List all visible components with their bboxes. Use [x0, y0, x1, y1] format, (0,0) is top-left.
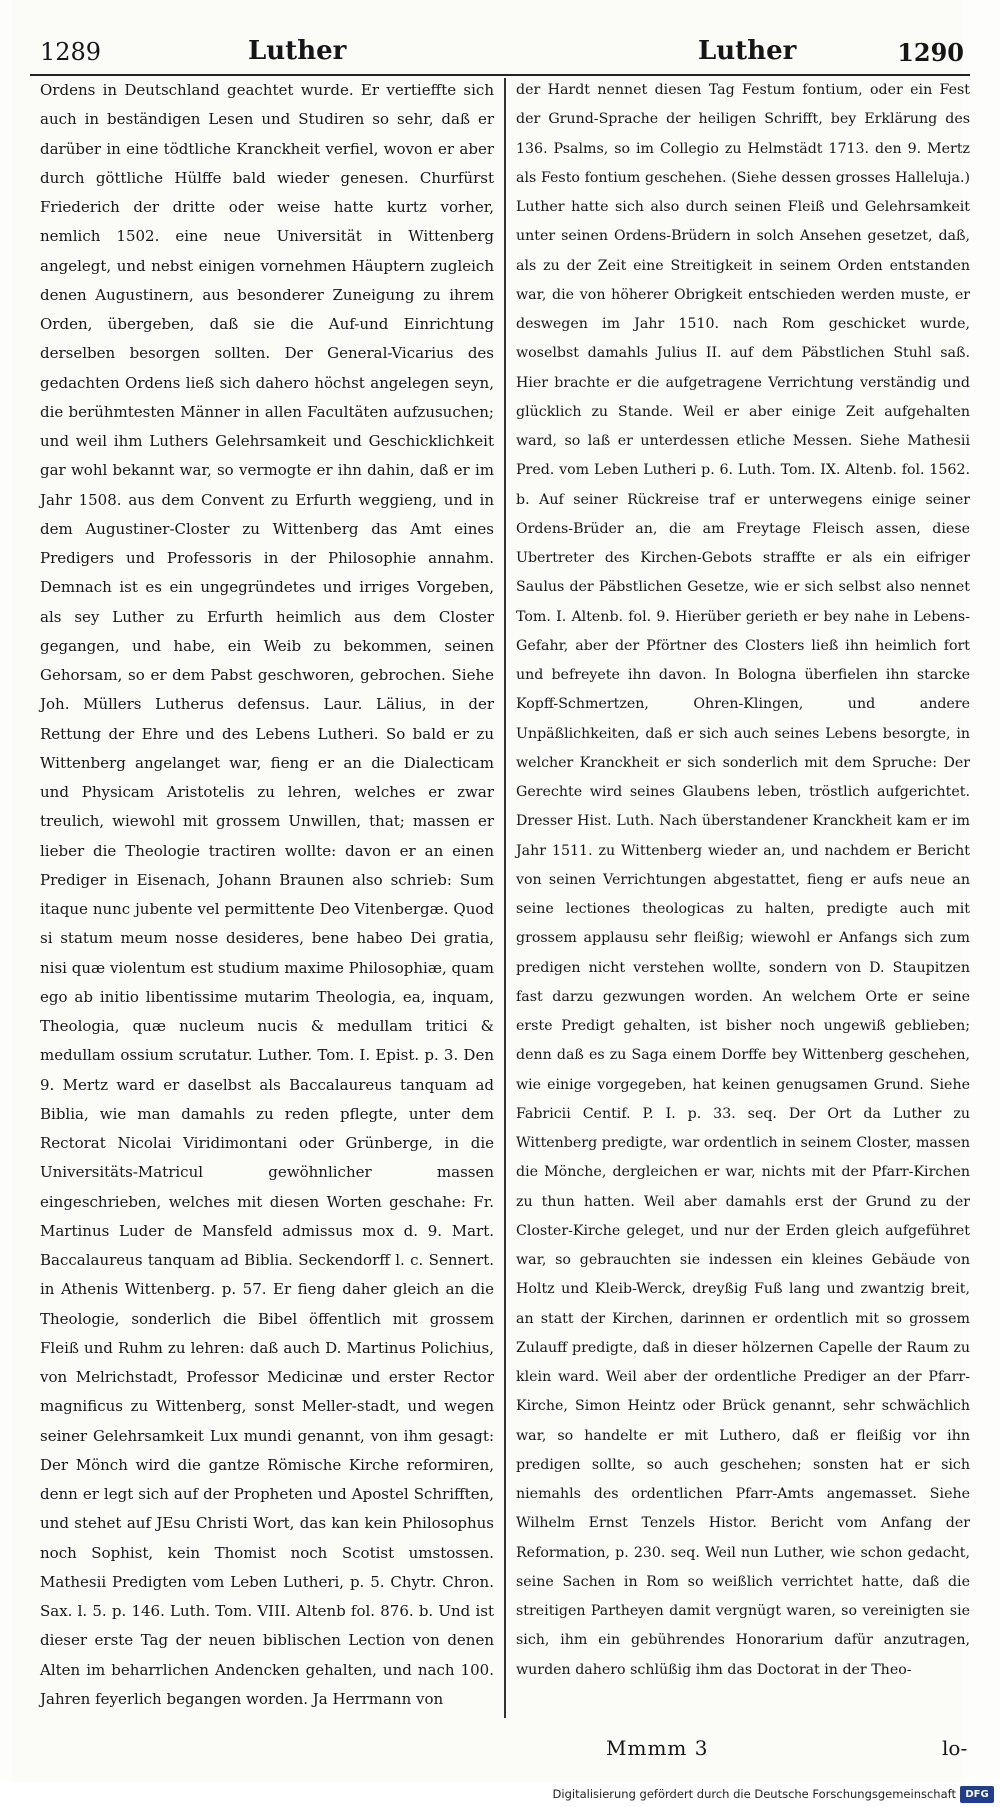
book-page — [12, 0, 970, 1782]
digitization-footer — [0, 1782, 1000, 1807]
page-number-right: 1290 — [897, 38, 964, 67]
running-title-right: Luther — [698, 36, 797, 66]
funding-notice: Digitalisierung gefördert durch die Deutsche Forschungsgemeinschaft — [552, 1787, 956, 1801]
left-column-text: Ordens in Deutschland geachtet wurde. Er vertieffte sich auch in beständigen Lesen und Studiren so sehr, daß er darüber in eine tödtliche Kranckheit verfiel, wovon er aber durch göttliche Hülffe bald wieder genesen. Churfürst Friederich der dritte oder weise hatte kurtz vorher, nemlich 1502. eine neue Universität in Wittenberg angelegt, und nebst einigen vornehmen Häuptern zugleich denen Augustinern, aus besonderer Zuneigung zu ihrem Orden, übergeben, daß sie die Auf-und Einrichtung derselben besorgen sollten. Der General-Vicarius des gedachten Ordens ließ sich dahero höchst angelegen seyn, die berühmtesten Männer in allen Facultäten aufzusuchen; und weil ihm Luthers Gelehrsamkeit und Geschicklichkeit gar wohl bekannt war, so vermogte er ihn dahin, daß er im Jahr 1508. aus dem Convent zu Erfurth weggieng, und in dem Augustiner-Closter zu Wittenberg das Amt eines Predigers und Professoris in der Philosophie annahm. Demnach ist es ein ungegründetes und irriges Vorgeben, als sey Luther zu Erfurth heimlich aus dem Closter gegangen, und habe, ein Weib zu bekommen, seinen Gehorsam, so er dem Pabst geschworen, gebrochen. Siehe Joh. Müllers Lutherus defensus. Laur. Lälius, in der Rettung der Ehre und des Lebens Lutheri. So bald er zu Wittenberg angelanget war, fieng er an die Dialecticam und Physicam Aristotelis zu lehren, welches er zwar treulich, wiewohl mit grossem Unwillen, that; massen er lieber die Theologie tractiren wollte: davon er an einen Prediger in Eisenach, Johann Braunen also schrieb: Sum itaque nunc jubente vel permittente Deo Vitenbergæ. Quod si statum meum nosse desideres, bene habeo Dei gratia, nisi quæ violentum est studium maxime Philosophiæ, quam ego ab initio libentissime mutarim Theologia, ea, inquam, Theologia, quæ nucleum nucis & medullam tritici & medullam ossium scrutatur. Luther. Tom. I. Epist. p. 3. Den 9. Mertz ward er daselbst als Baccalaureus tanquam ad Biblia, wie man damahls zu reden pflegte, unter dem Rectorat Nicolai Viridimontani oder Grünberge, in die Universitäts-Matricul gewöhnlicher massen eingeschrieben, welches mit diesen Worten geschahe: Fr. Martinus Luder de Mansfeld admissus mox d. 9. Mart. Baccalaureus tanquam ad Biblia. Seckendorff l. c. Sennert. in Athenis Wittenberg. p. 57. Er fieng daher gleich an die Theologie, sonderlich die Bibel öffentlich mit grossem Fleiß und Ruhm zu lehren: daß auch D. Martinus Polichius, von Melrichstadt, Professor Medicinæ und erster Rector magnificus zu Wittenberg, sonst Meller-stadt, und wegen seiner Gelehrsamkeit Lux mundi genannt, von ihm gesagt: Der Mönch wird die gantze Römische Kirche reformiren, denn er legt sich auf der Propheten und Apostel Schrifften, und stehet auf JEsu Christi Wort, das kan kein Philosophus noch Sophist, kein Thomist noch Scotist umstossen. Mathesii Predigten vom Leben Lutheri, p. 5. Chytr. Chron. Sax. l. 5. p. 146. Luth. Tom. VIII. Altenb fol. 876. b. Und ist dieser erste Tag der neuen biblischen Lection von denen Alten im beharrlichen Andencken gehalten, und nach 100. Jahren feyerlich begangen worden. Ja Herrmann von — [40, 81, 494, 1708]
left-column — [40, 76, 494, 1714]
column-divider — [504, 78, 506, 1718]
page-number-left: 1289 — [40, 38, 102, 66]
catchword: lo- — [942, 1736, 968, 1760]
running-header — [30, 30, 970, 76]
signature-mark: Mmmm 3 — [606, 1736, 709, 1760]
dfg-logo: DFG — [960, 1786, 994, 1803]
running-title-left: Luther — [248, 36, 347, 66]
right-column — [516, 76, 970, 1685]
right-column-text: der Hardt nennet diesen Tag Festum fontium, oder ein Fest der Grund-Sprache der heiligen Schrifft, bey Erklärung des 136. Psalms, so im Collegio zu Helmstädt 1713. den 9. Mertz als Festo fontium geschehen. (Siehe dessen grosses Halleluja.) Luther hatte sich also durch seinen Fleiß und Gelehrsamkeit unter seinen Ordens-Brüdern in solch Ansehen gesetzet, daß, als zu der Zeit eine Streitigkeit in seinem Orden entstanden war, die von höherer Obrigkeit entschieden werden muste, er deswegen im Jahr 1510. nach Rom geschicket wurde, woselbst damahls Julius II. auf dem Päbstlichen Stuhl saß. Hier brachte er die aufgetragene Verrichtung verständig und glücklich zu Stande. Weil er aber einige Zeit aufgehalten ward, so laß er unterdessen etliche Messen. Siehe Mathesii Pred. vom Leben Lutheri p. 6. Luth. Tom. IX. Altenb. fol. 1562. b. Auf seiner Rückreise traf er unterwegens einige seiner Ordens-Brüder an, die am Freytage Fleisch assen, diese Ubertreter des Kirchen-Gebots straffte er als ein eifriger Saulus der Päbstlichen Gesetze, wie er sich selbst also nennet Tom. I. Altenb. fol. 9. Hierüber gerieth er bey nahe in Lebens-Gefahr, aber der Pförtner des Closters ließ ihn heimlich fort und befreyete ihn davon. In Bologna überfielen ihn starcke Kopff-Schmertzen, Ohren-Klingen, und andere Unpäßlichkeiten, daß er sich auch seines Lebens besorgte, in welcher Kranckheit er sich sonderlich mit dem Spruche: Der Gerechte wird seines Glaubens leben, tröstlich aufgerichtet. Dresser Hist. Luth. Nach überstandener Kranckheit kam er im Jahr 1511. zu Wittenberg wieder an, und nachdem er Bericht von seinen Verrichtungen abgestattet, fieng er aufs neue an seine lectiones theologicas zu halten, predigte auch mit grossem applausu sehr fleißig; wiewohl er Anfangs sich zum predigen nicht verstehen wollte, sondern von D. Staupitzen fast darzu gezwungen worden. An welchem Orte er seine erste Predigt gehalten, ist bisher noch ungewiß geblieben; denn daß es zu Saga einem Dorffe bey Wittenberg geschehen, wie einige vorgegeben, hat keinen genugsamen Grund. Siehe Fabricii Centif. P. I. p. 33. seq. Der Ort da Luther zu Wittenberg predigte, war ordentlich in seinem Closter, massen die Mönche, dergleichen er war, nichts mit der Pfarr-Kirchen zu thun hatten. Weil aber damahls erst der Grund zu der Closter-Kirche geleget, und nur der Erden gleich aufgeführet war, so gebrauchten sie indessen ein kleines Gebäude von Holtz und Kleib-Werck, dreyßig Fuß lang und zwantzig breit, an statt der Kirchen, darinnen er ordentlich mit so grossem Zulauff predigte, daß in dieser hölzernen Capelle der Raum zu klein ward. Weil aber der ordentliche Prediger an der Pfarr-Kirche, Simon Heintz oder Brück genannt, sehr schwächlich war, so handelte er mit Luthero, daß er fleißig vor ihn predigen sollte, so auch geschehen; sonsten hat er sich niemahls des ordentlichen Pfarr-Amts angemasset. Siehe Wilhelm Ernst Tenzels Histor. Bericht vom Anfang der Reformation, p. 230. seq. Weil nun Luther, wie schon gedacht, seine Sachen in Rom so weißlich verrichtet hatte, daß die streitigen Partheyen damit vergnügt waren, so vereinigten sie sich, ihm ein gebührendes Honorarium dafür anzutragen, wurden dahero schlüßig ihm das Doctorat in der Theo- — [516, 82, 970, 1678]
